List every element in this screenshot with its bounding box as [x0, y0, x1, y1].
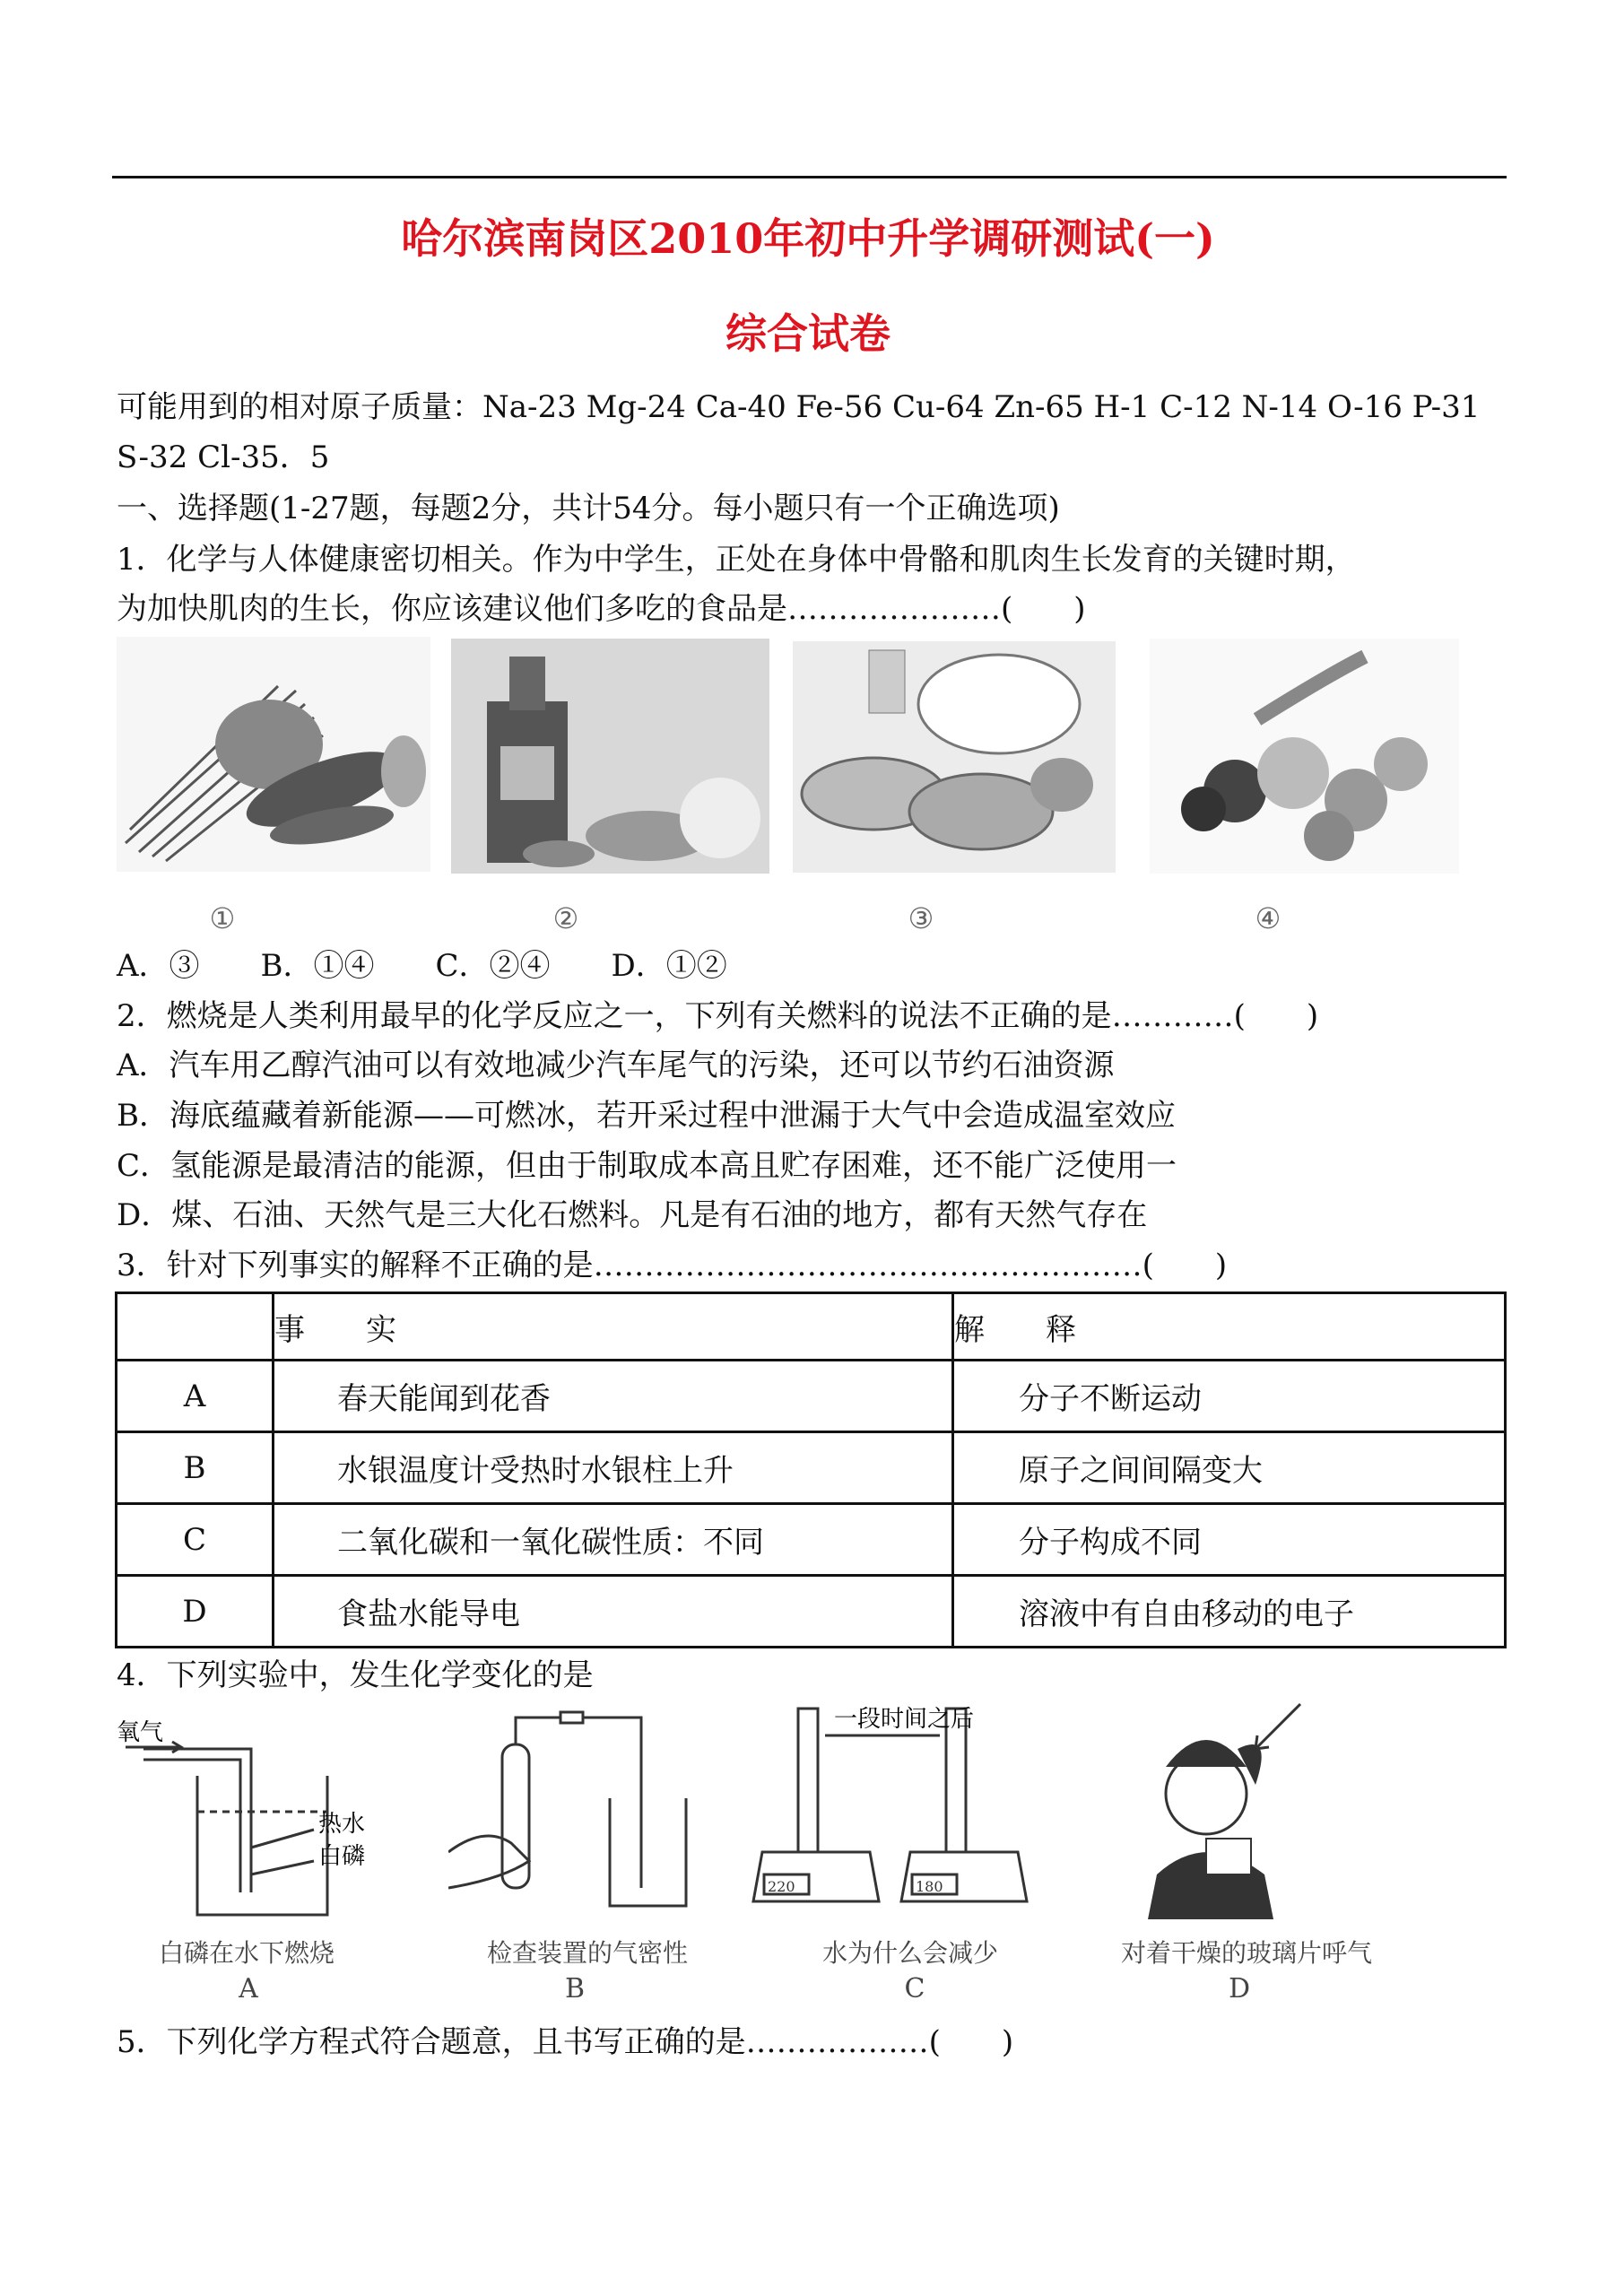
top-rule [112, 176, 1507, 178]
diagram-d-breathing-girl [1121, 1695, 1336, 1928]
diagram-a-caption: 白磷在水下燃烧 [158, 1938, 334, 1968]
food-photo-meals [793, 641, 1116, 873]
q5-stem: 5．下列化学方程式符合题意，且书写正确的是………………( ) [117, 2024, 1014, 2060]
q1-options: A．③ B．①④ C．②④ D．①② [117, 948, 727, 984]
food-photo-vegetables [117, 637, 430, 872]
row-letter: D [117, 1576, 274, 1648]
q1-stem-line2: 为加快肌肉的生长，你应该建议他们多吃的食品是…………………( ) [117, 591, 1086, 627]
q4-stem: 4．下列实验中，发生化学变化的是 [117, 1657, 594, 1693]
image-label-4: ④ [1255, 901, 1282, 935]
section-heading: 一、选择题(1-27题，每题2分，共计54分。每小题只有一个正确选项) [117, 491, 1060, 526]
q3-facts-table [115, 1292, 1507, 1648]
food-photo-bottle [451, 639, 769, 874]
diagram-a-beaker [108, 1713, 404, 1937]
q2-option-b: B．海底蕴藏着新能源——可燃冰，若开采过程中泄漏于大气中会造成温室效应 [117, 1098, 1176, 1134]
q1-stem-line1: 1．化学与人体健康密切相关。作为中学生，正处在身体中骨骼和肌肉生长发育的关键时期， [117, 542, 1356, 578]
page-title: 哈尔滨南岗区2010年初中升学调研测试(一) [401, 214, 1215, 263]
row-explain: 分子不断运动 [953, 1361, 1506, 1432]
table-header-fact: 事 实 [274, 1293, 953, 1361]
atomic-masses-line1: 可能用到的相对原子质量：Na-23 Mg-24 Ca-40 Fe-56 Cu-64 Zn-65 H-1 C-12 N-14 O-16 P-31 [117, 389, 1481, 425]
label-after-time: 一段时间之后 [834, 1706, 975, 1733]
table-row [117, 1576, 1506, 1648]
diagram-d-caption: 对着干燥的玻璃片呼气 [1120, 1938, 1372, 1968]
q2-option-d: D．煤、石油、天然气是三大化石燃料。凡是有石油的地方，都有天然气存在 [117, 1197, 1148, 1233]
table-row [117, 1432, 1506, 1504]
row-letter: B [117, 1432, 274, 1504]
table-header-blank [117, 1293, 274, 1361]
image-label-1: ① [209, 901, 236, 935]
diagram-b-airtight-check [448, 1709, 708, 1924]
diagram-c-letter: C [904, 1973, 925, 2005]
row-letter: A [117, 1361, 274, 1432]
q2-option-a: A．汽车用乙醇汽油可以有效地减少汽车尾气的污染，还可以节约石油资源 [117, 1048, 1115, 1083]
image-label-3: ③ [908, 901, 934, 935]
diagram-c-balances [744, 1700, 1040, 1924]
table-row [117, 1504, 1506, 1576]
q2-option-c: C．氢能源是最清洁的能源，但由于制取成本高且贮存困难，还不能广泛使用一 [117, 1148, 1177, 1184]
row-explain: 分子构成不同 [953, 1504, 1506, 1576]
row-explain: 溶液中有自由移动的电子 [953, 1576, 1506, 1648]
q2-stem: 2．燃烧是人类利用最早的化学反应之一，下列有关燃料的说法不正确的是…………( ) [117, 998, 1319, 1034]
table-header-row [117, 1293, 1506, 1361]
table-row [117, 1361, 1506, 1432]
diagram-b-caption: 检查装置的气密性 [486, 1938, 688, 1968]
row-fact: 春天能闻到花香 [274, 1361, 953, 1432]
row-letter: C [117, 1504, 274, 1576]
page-subtitle: 综合试卷 [725, 309, 891, 358]
label-white-phosphorus: 白磷 [318, 1843, 366, 1870]
diagram-b-letter: B [564, 1973, 586, 2005]
food-photo-fruits [1150, 639, 1459, 874]
row-explain: 原子之间间隔变大 [953, 1432, 1506, 1504]
balance-reading-right: 180 [916, 1878, 943, 1895]
balance-reading-left: 220 [768, 1878, 795, 1895]
diagram-c-caption: 水为什么会减少 [821, 1938, 998, 1968]
image-label-2: ② [552, 901, 579, 935]
row-fact: 二氧化碳和一氧化碳性质：不同 [274, 1504, 953, 1576]
q3-stem: 3．针对下列事实的解释不正确的是………………………………………………( ) [117, 1248, 1228, 1283]
diagram-d-letter: D [1228, 1973, 1251, 2005]
table-header-explain: 解 释 [953, 1293, 1506, 1361]
label-oxygen: 氧气 [117, 1719, 164, 1746]
row-fact: 食盐水能导电 [274, 1576, 953, 1648]
atomic-masses-line2: S-32 Cl-35．5 [117, 439, 330, 475]
label-hot-water: 热水 [318, 1811, 366, 1838]
row-fact: 水银温度计受热时水银柱上升 [274, 1432, 953, 1504]
diagram-a-letter: A [239, 1973, 258, 2005]
